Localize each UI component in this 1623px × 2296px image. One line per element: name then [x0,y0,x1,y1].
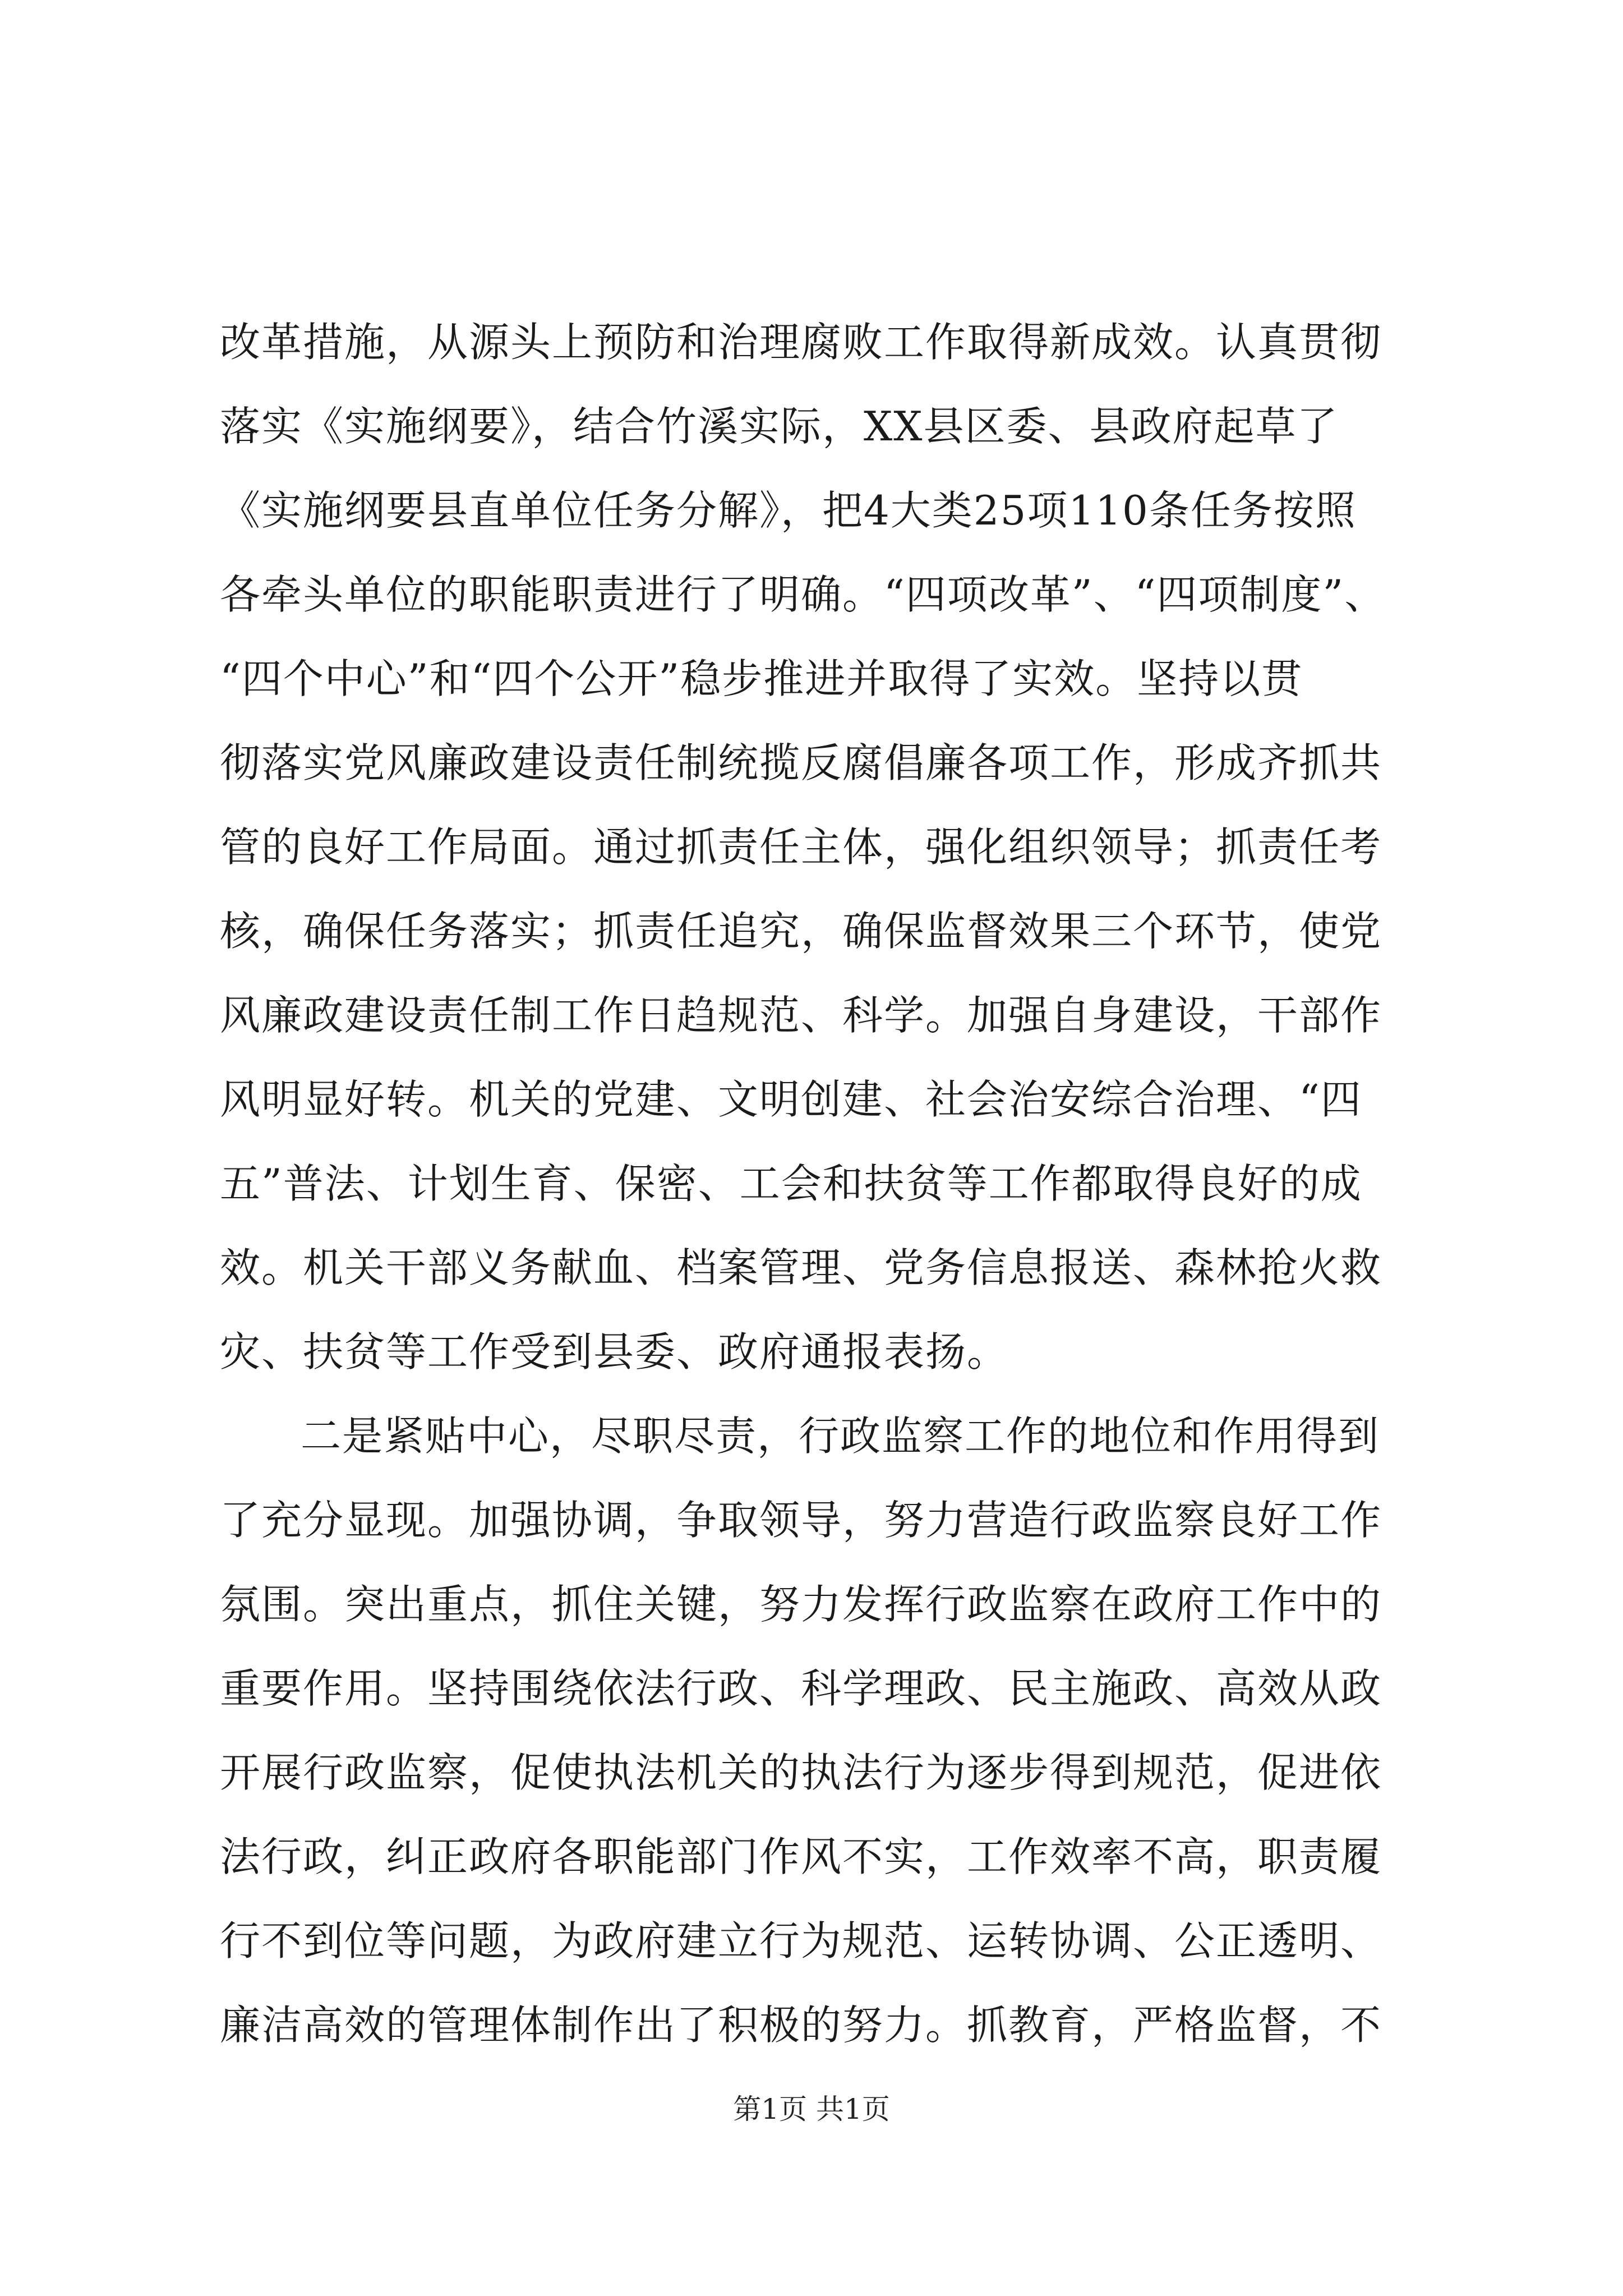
text-line: 法行政，纠正政府各职能部门作风不实，工作效率不高，职责履 [220,1833,1382,1880]
text-line: 氛围。突出重点，抓住关键，努力发挥行政监察在政府工作中的 [220,1581,1382,1628]
text-line: 各牵头单位的职能职责进行了明确。“四项改革”、“四项制度”、 [220,571,1386,618]
text-line: 风明显好转。机关的党建、文明创建、社会治安综合治理、“四 [220,1076,1362,1123]
text-line: 开展行政监察，促使执法机关的执法行为逐步得到规范，促进依 [220,1749,1382,1796]
text-line: 重要作用。坚持围绕依法行政、科学理政、民主施政、高效从政 [220,1665,1382,1712]
text-line: 管的良好工作局面。通过抓责任主体，强化组织领导；抓责任考 [220,823,1382,871]
text-line: 落实《实施纲要》，结合竹溪实际，XX县区委、县政府起草了 [220,403,1339,450]
text-line: 改革措施，从源头上预防和治理腐败工作取得新成效。认真贯彻 [220,319,1382,366]
page-number-label: 第1页 共1页 [733,2093,890,2125]
text-line: 《实施纲要县直单位任务分解》，把4大类25项110条任务按照 [220,487,1357,534]
text-line: 效。机关干部义务献血、档案管理、党务信息报送、森林抢火救 [220,1244,1382,1291]
text-line: 彻落实党风廉政建设责任制统揽反腐倡廉各项工作，形成齐抓共 [220,739,1382,786]
text-line: “四个中心”和“四个公开”稳步推进并取得了实效。坚持以贯 [220,655,1303,702]
text-line: 五”普法、计划生育、保密、工会和扶贫等工作都取得良好的成 [220,1160,1362,1207]
paragraph-first-line: 二是紧贴中心，尽职尽责，行政监察工作的地位和作用得到 [301,1412,1380,1460]
text-line: 行不到位等问题，为政府建立行为规范、运转协调、公正透明、 [220,1917,1382,1964]
text-line: 了充分显现。加强协调，争取领导，努力营造行政监察良好工作 [220,1497,1382,1544]
text-line: 风廉政建设责任制工作日趋规范、科学。加强自身建设，干部作 [220,992,1382,1039]
text-line: 廉洁高效的管理体制作出了积极的努力。抓教育，严格监督，不 [220,2001,1382,2049]
page-footer [0,2092,1623,2126]
text-line: 核，确保任务落实；抓责任追究，确保监督效果三个环节，使党 [220,908,1382,955]
text-line: 灾、扶贫等工作受到县委、政府通报表扬。 [220,1328,1009,1375]
